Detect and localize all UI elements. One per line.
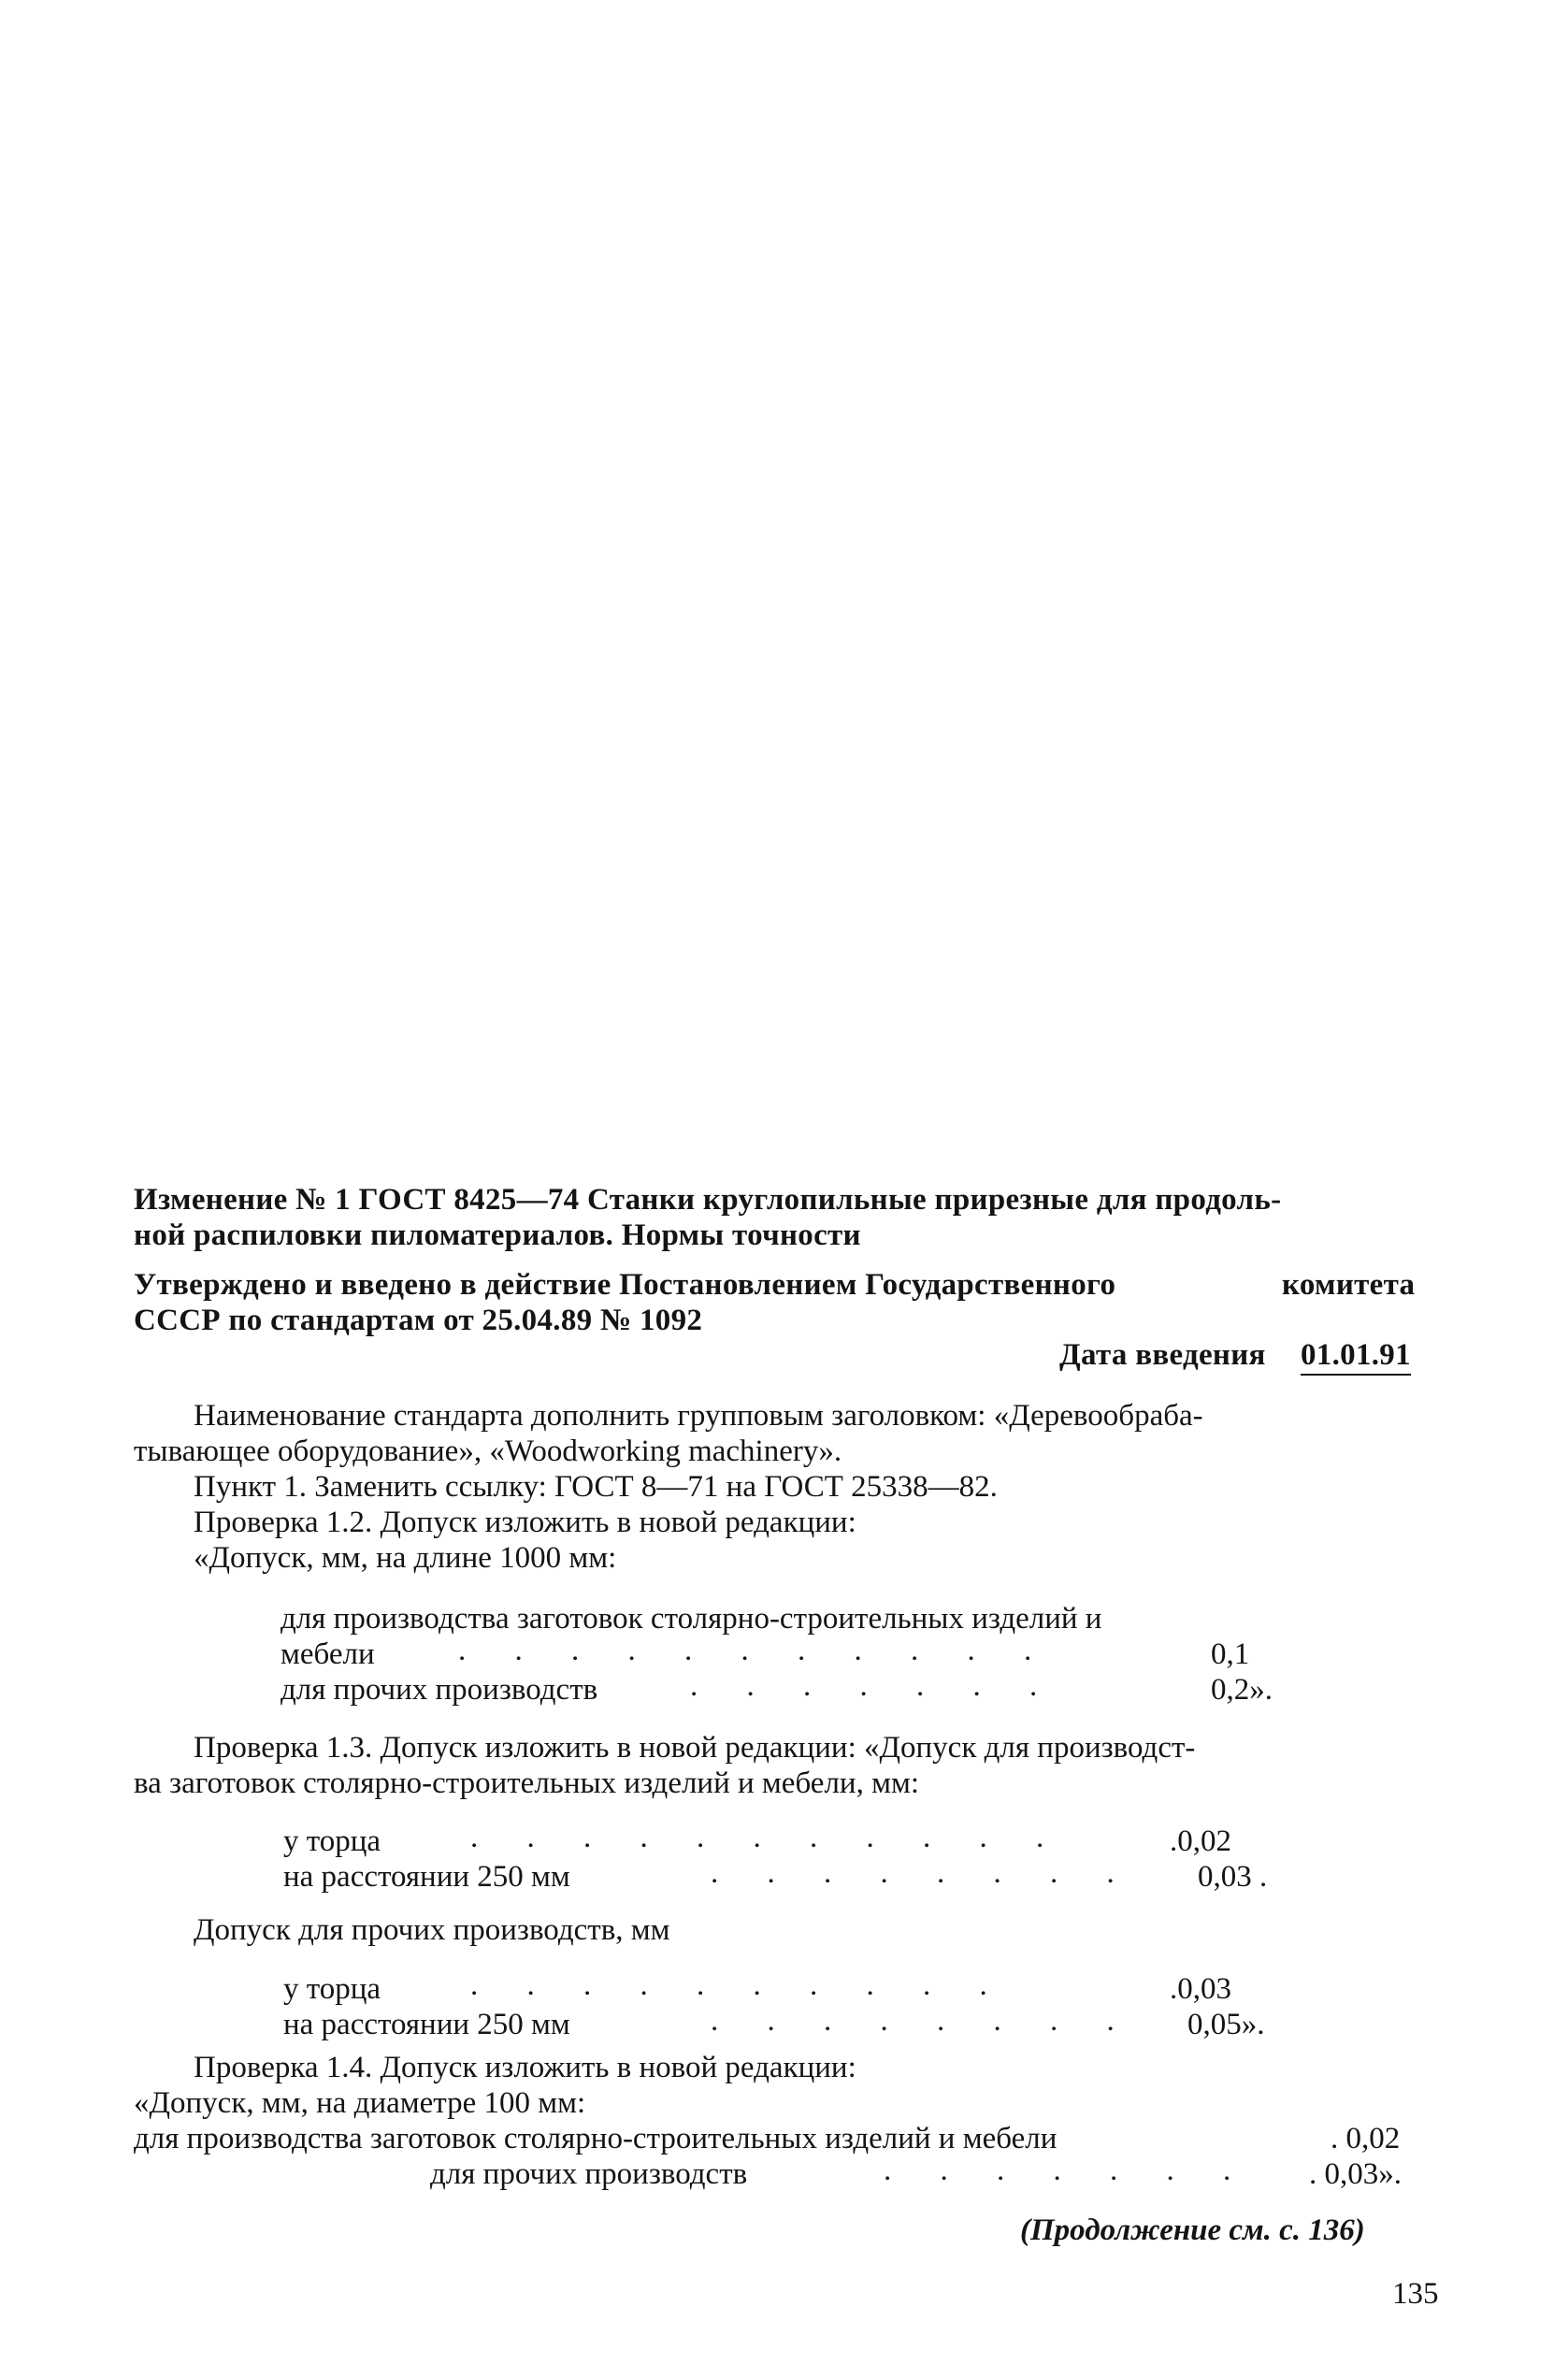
leader-dots: . . . . . . . .	[711, 2004, 1135, 2038]
tolerance-row-value: 0,2».	[1211, 1673, 1273, 1707]
tolerance-row-value: 0,05».	[1187, 2008, 1265, 2041]
tolerance-row-value: . 0,03».	[1309, 2157, 1402, 2191]
tolerance-row-label: на расстоянии 250 мм	[283, 1860, 570, 1894]
paragraph-check-1-4: Проверка 1.4. Допуск изложить в новой редакции:	[194, 2051, 856, 2084]
leader-dots: . . . . . . . . . . .	[458, 1634, 1053, 1667]
leader-dots: . . . . . . . . . . .	[470, 1821, 1065, 1854]
document-title-line-2: ной распиловки пиломатериалов. Нормы точности	[134, 1218, 861, 1252]
page-number: 135	[1392, 2277, 1439, 2311]
paragraph-check-1-3-line-1: Проверка 1.3. Допуск изложить в новой редакции: «Допуск для производст-	[194, 1731, 1196, 1765]
tolerance-row-value: 0,03 .	[1198, 1860, 1268, 1894]
tolerance-row-value: .0,03	[1170, 1972, 1231, 2006]
tolerance-row-label: у торца	[283, 1972, 381, 2006]
leader-dots: . . . . . . .	[884, 2154, 1252, 2187]
intro-date-value: 01.01.91	[1301, 1337, 1411, 1376]
tolerance-row-label: мебели	[281, 1637, 375, 1671]
tolerance-row-label: для производства заготовок столярно-строительных изделий и мебели	[134, 2122, 1057, 2155]
approval-line-2: СССР по стандартам от 25.04.89 № 1092	[134, 1304, 703, 1337]
approval-line-1-end: комитета	[1282, 1268, 1416, 1302]
tolerance-row-label: у торца	[283, 1824, 381, 1858]
continuation-note: (Продолжение см. с. 136)	[1020, 2213, 1365, 2247]
paragraph-other-production: Допуск для прочих производств, мм	[194, 1913, 670, 1947]
tolerance-row-woodwork-furniture: для производства заготовок столярно-строительных изделий и	[281, 1602, 1102, 1636]
tolerance-row-value: . 0,02	[1331, 2122, 1401, 2155]
tolerance-row-label: для прочих производств	[430, 2157, 748, 2191]
leader-dots: . . . . . . . . . .	[470, 1968, 1008, 2002]
tolerance-row-label: для прочих производств	[281, 1673, 598, 1707]
paragraph-tolerance-diameter: «Допуск, мм, на диаметре 100 мм:	[134, 2086, 586, 2120]
tolerance-row-value: 0,1	[1211, 1637, 1250, 1671]
leader-dots: . . . . . . .	[690, 1669, 1058, 1703]
tolerance-row-value: .0,02	[1170, 1824, 1231, 1858]
paragraph-item-1: Пункт 1. Заменить ссылку: ГОСТ 8—71 на ГОСТ 25338—82.	[194, 1470, 998, 1504]
paragraph-tolerance-1000: «Допуск, мм, на длине 1000 мм:	[194, 1541, 617, 1575]
tolerance-row-label: на расстоянии 250 мм	[283, 2008, 570, 2041]
intro-date-label: Дата введения	[1059, 1338, 1266, 1372]
leader-dots: . . . . . . . .	[711, 1856, 1135, 1890]
paragraph-check-1-2: Проверка 1.2. Допуск изложить в новой редакции:	[194, 1506, 856, 1539]
approval-line-1: Утверждено и введено в действие Постановлением Государственного	[134, 1268, 1116, 1302]
paragraph-title-change-line-2: тывающее оборудование», «Woodworking machinery».	[134, 1434, 842, 1468]
paragraph-check-1-3-line-2: ва заготовок столярно-строительных изделий и мебели, мм:	[134, 1766, 920, 1800]
paragraph-title-change-line-1: Наименование стандарта дополнить групповым заголовком: «Деревообраба-	[194, 1399, 1203, 1433]
document-title-line-1: Изменение № 1 ГОСТ 8425—74 Станки круглопильные прирезные для продоль-	[134, 1183, 1282, 1217]
